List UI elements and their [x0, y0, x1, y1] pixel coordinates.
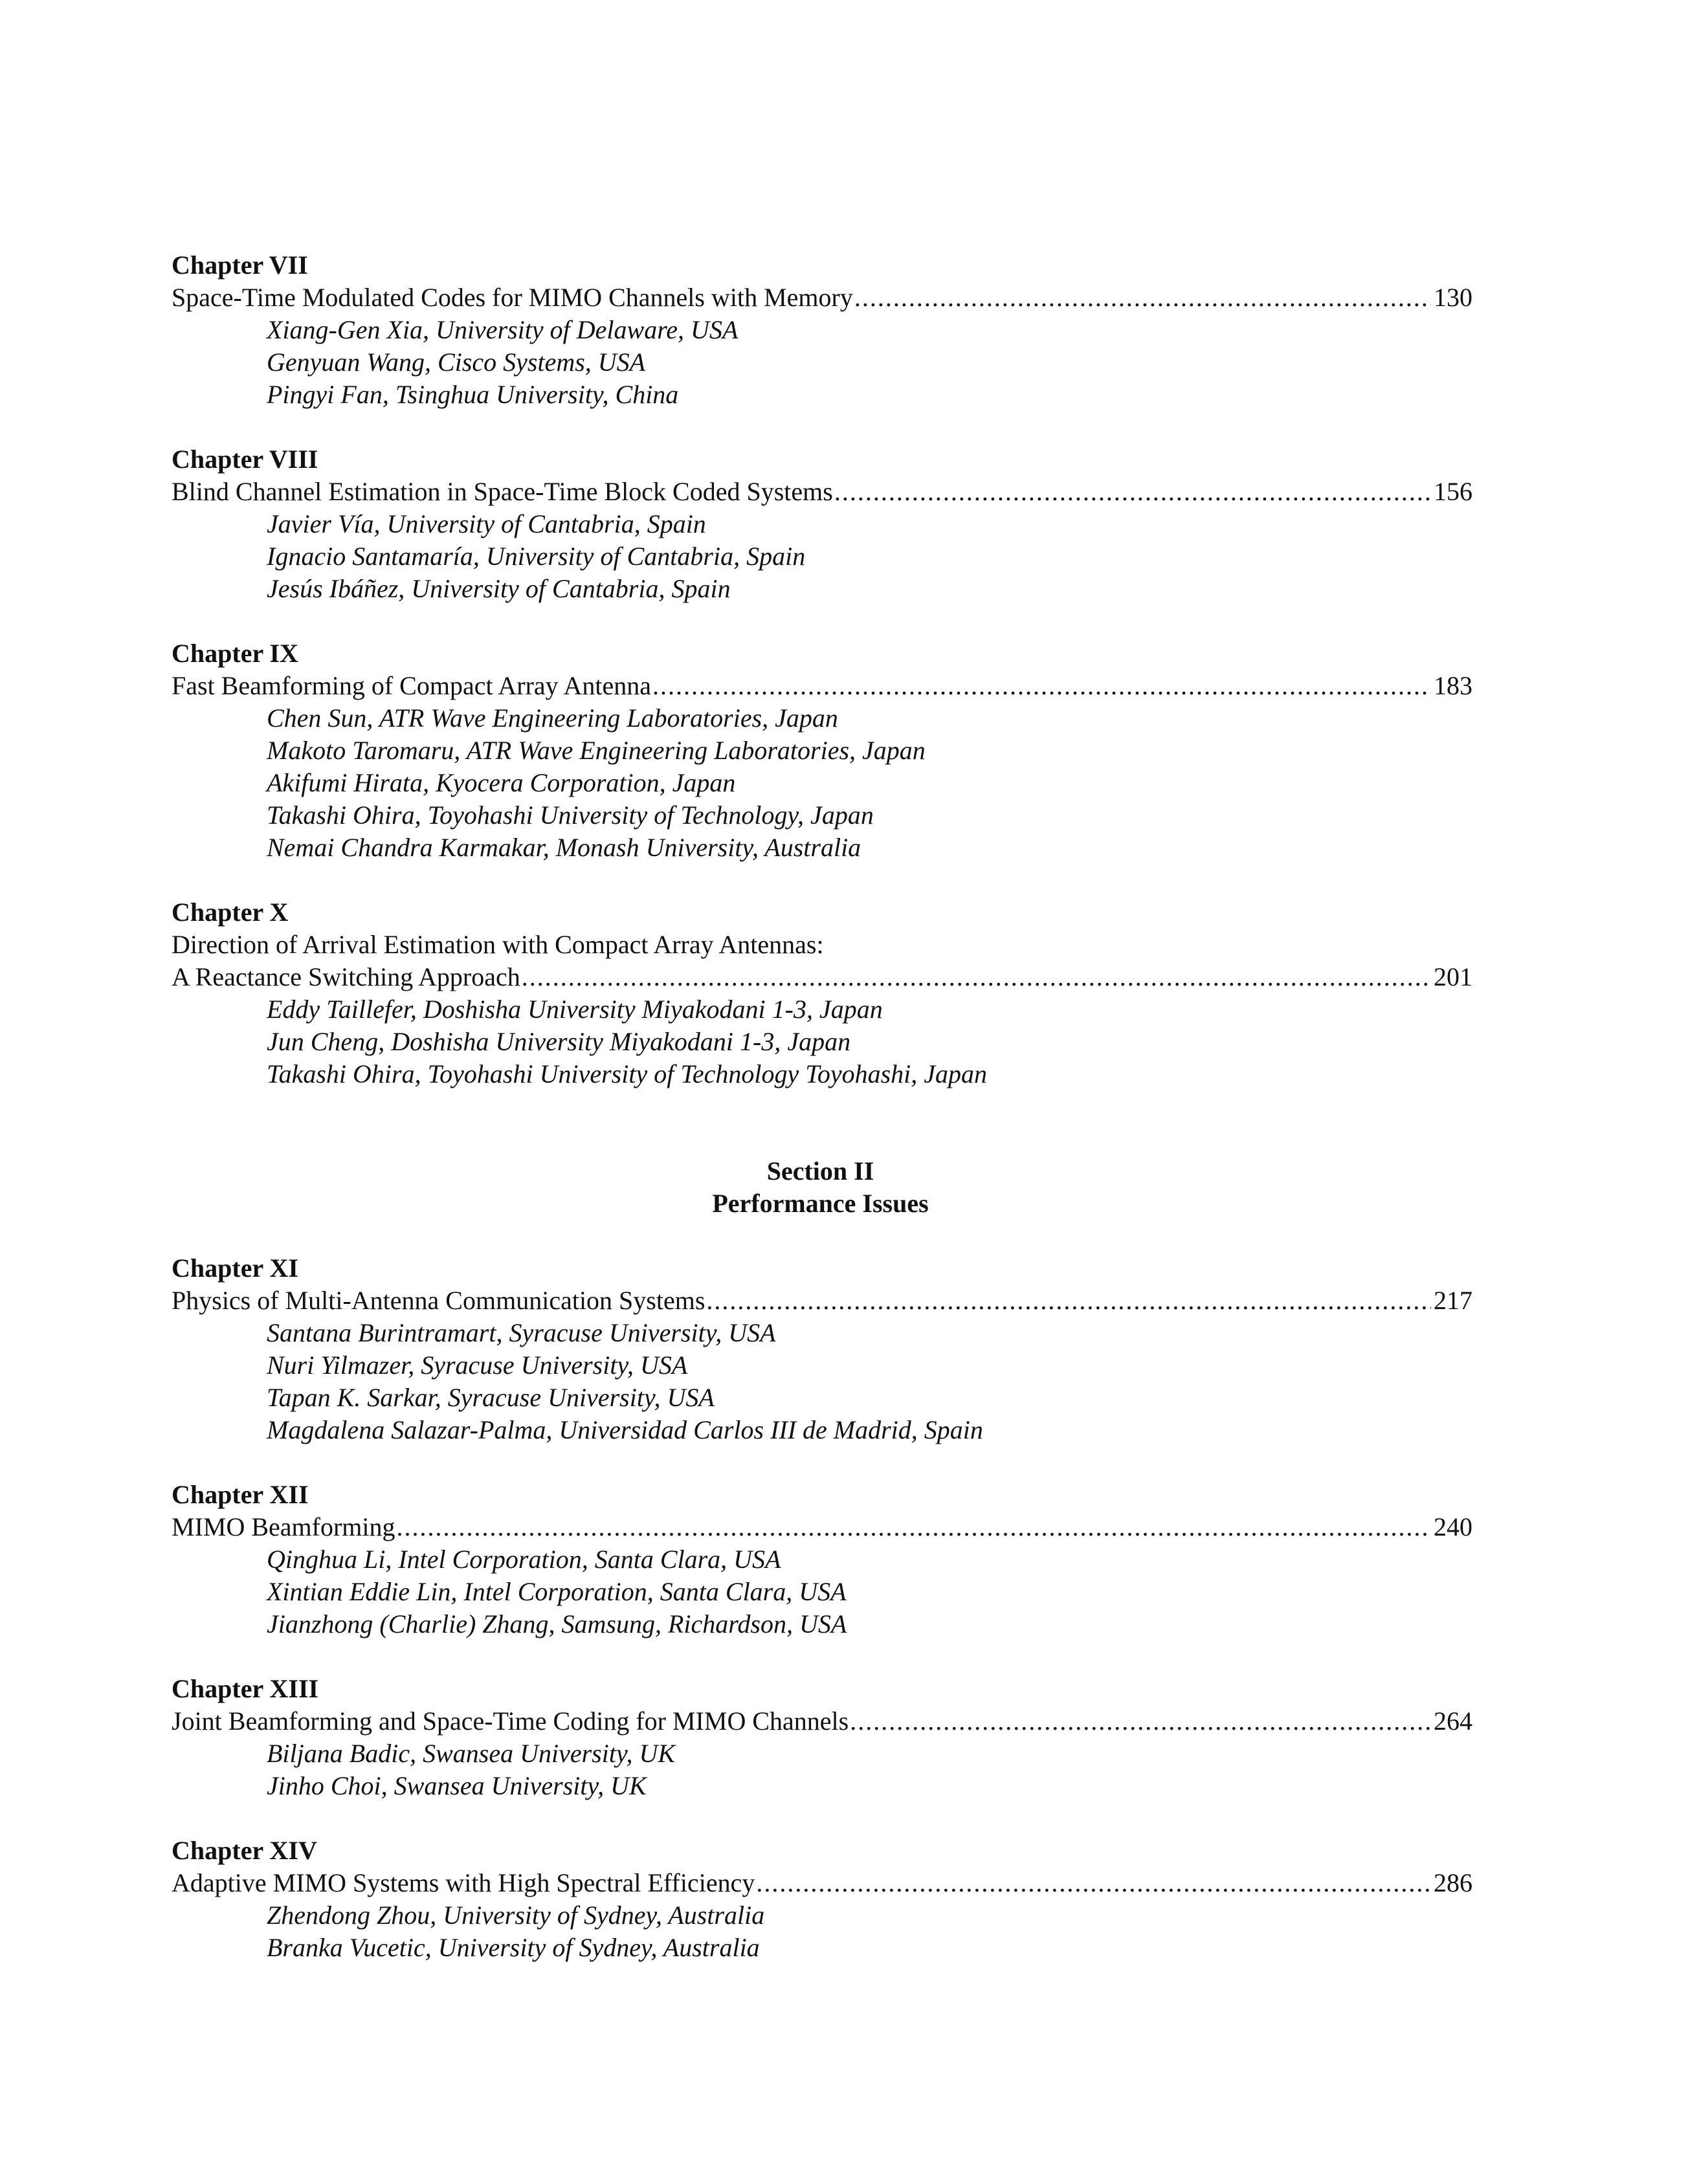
chapter-title-first-line[interactable]: Direction of Arrival Estimation with Compact Array Antennas: [172, 930, 824, 959]
chapter-title-line[interactable] [172, 281, 1472, 314]
chapter-entry-14 [172, 1835, 1472, 1964]
section-heading [0, 1155, 1641, 1220]
author: Tapan K. Sarkar, Syracuse University, USA [267, 1383, 715, 1412]
chapter-entry-10 [172, 896, 1472, 1090]
chapter-label: Chapter XIV [172, 1836, 317, 1865]
section-title: Performance Issues [712, 1189, 929, 1218]
page-number[interactable]: 130 [1434, 283, 1472, 312]
page-number[interactable]: 201 [1434, 962, 1472, 991]
page-number[interactable]: 156 [1434, 477, 1472, 506]
author: Jesús Ibáñez, University of Cantabria, Spain [267, 574, 731, 603]
author: Akifumi Hirata, Kyocera Corporation, Japan [267, 768, 736, 797]
author: Branka Vucetic, University of Sydney, Australia [267, 1933, 760, 1962]
chapter-entry-11 [172, 1252, 1472, 1446]
leader-dots [652, 670, 1431, 702]
chapter-label: Chapter XII [172, 1480, 309, 1509]
author: Javier Vía, University of Cantabria, Spain [267, 509, 706, 538]
chapter-entry-7 [172, 249, 1472, 411]
chapter-title-line[interactable] [172, 476, 1472, 508]
chapter-title[interactable]: Joint Beamforming and Space-Time Coding for MIMO Channels [172, 1706, 849, 1736]
chapter-entry-13 [172, 1673, 1472, 1802]
leader-dots [397, 1511, 1431, 1543]
chapter-title[interactable]: Space-Time Modulated Codes for MIMO Channels with Memory [172, 283, 853, 312]
author: Takashi Ohira, Toyohashi University of Technology, Japan [267, 800, 874, 830]
author: Nemai Chandra Karmakar, Monash University, Australia [267, 833, 861, 862]
chapter-entry-9 [172, 637, 1472, 864]
author: Makoto Taromaru, ATR Wave Engineering Laboratories, Japan [267, 736, 926, 765]
section-label: Section II [766, 1156, 874, 1186]
chapter-title[interactable]: Physics of Multi-Antenna Communication Systems [172, 1286, 705, 1315]
author: Xiang-Gen Xia, University of Delaware, USA [267, 315, 738, 344]
leader-dots [756, 1867, 1431, 1899]
chapter-title[interactable]: Blind Channel Estimation in Space-Time Block Coded Systems [172, 477, 833, 506]
chapter-entry-12 [172, 1479, 1472, 1640]
author: Eddy Taillefer, Doshisha University Miyakodani 1-3, Japan [267, 995, 883, 1024]
page-number[interactable]: 217 [1434, 1286, 1472, 1315]
page-number[interactable]: 264 [1434, 1706, 1472, 1736]
leader-dots [706, 1285, 1431, 1317]
page-number[interactable]: 183 [1434, 671, 1472, 700]
chapter-label: Chapter X [172, 898, 289, 927]
chapter-title[interactable]: A Reactance Switching Approach [172, 962, 520, 991]
author: Ignacio Santamaría, University of Cantabria, Spain [267, 542, 806, 571]
author: Xintian Eddie Lin, Intel Corporation, Santa Clara, USA [267, 1577, 847, 1606]
author: Santana Burintramart, Syracuse University, USA [267, 1318, 776, 1347]
author: Magdalena Salazar-Palma, Universidad Carlos III de Madrid, Spain [267, 1415, 983, 1444]
author: Jun Cheng, Doshisha University Miyakodani 1-3, Japan [267, 1027, 851, 1056]
chapter-title[interactable]: Fast Beamforming of Compact Array Antenna [172, 671, 651, 700]
author: Nuri Yilmazer, Syracuse University, USA [267, 1351, 688, 1380]
leader-dots [834, 476, 1431, 508]
chapter-title-line[interactable] [172, 961, 1472, 993]
author: Chen Sun, ATR Wave Engineering Laboratories, Japan [267, 703, 838, 733]
chapter-title-line[interactable] [172, 1285, 1472, 1317]
page-number[interactable]: 240 [1434, 1512, 1472, 1541]
author: Takashi Ohira, Toyohashi University of Technology Toyohashi, Japan [267, 1059, 988, 1088]
page-number[interactable]: 286 [1434, 1868, 1472, 1897]
chapter-entry-8 [172, 443, 1472, 605]
chapter-title-line[interactable] [172, 1705, 1472, 1737]
author: Pingyi Fan, Tsinghua University, China [267, 380, 679, 409]
chapter-label: Chapter IX [172, 639, 298, 668]
chapter-label: Chapter XI [172, 1253, 298, 1283]
leader-dots [854, 281, 1431, 314]
author: Jianzhong (Charlie) Zhang, Samsung, Richardson, USA [267, 1609, 847, 1638]
chapter-title[interactable]: Adaptive MIMO Systems with High Spectral Efficiency [172, 1868, 755, 1897]
chapter-label: Chapter VII [172, 250, 308, 280]
chapter-title-line[interactable] [172, 670, 1472, 702]
author: Qinghua Li, Intel Corporation, Santa Clara, USA [267, 1545, 781, 1574]
chapter-label: Chapter XIII [172, 1674, 319, 1703]
leader-dots [522, 961, 1431, 993]
author: Genyuan Wang, Cisco Systems, USA [267, 347, 646, 377]
chapter-label: Chapter VIII [172, 445, 318, 474]
author: Jinho Choi, Swansea University, UK [267, 1771, 647, 1800]
author: Zhendong Zhou, University of Sydney, Australia [267, 1901, 765, 1930]
author: Biljana Badic, Swansea University, UK [267, 1739, 676, 1768]
chapter-title-line[interactable] [172, 1867, 1472, 1899]
chapter-title[interactable]: MIMO Beamforming [172, 1512, 395, 1541]
leader-dots [850, 1705, 1431, 1737]
chapter-title-line[interactable] [172, 1511, 1472, 1543]
